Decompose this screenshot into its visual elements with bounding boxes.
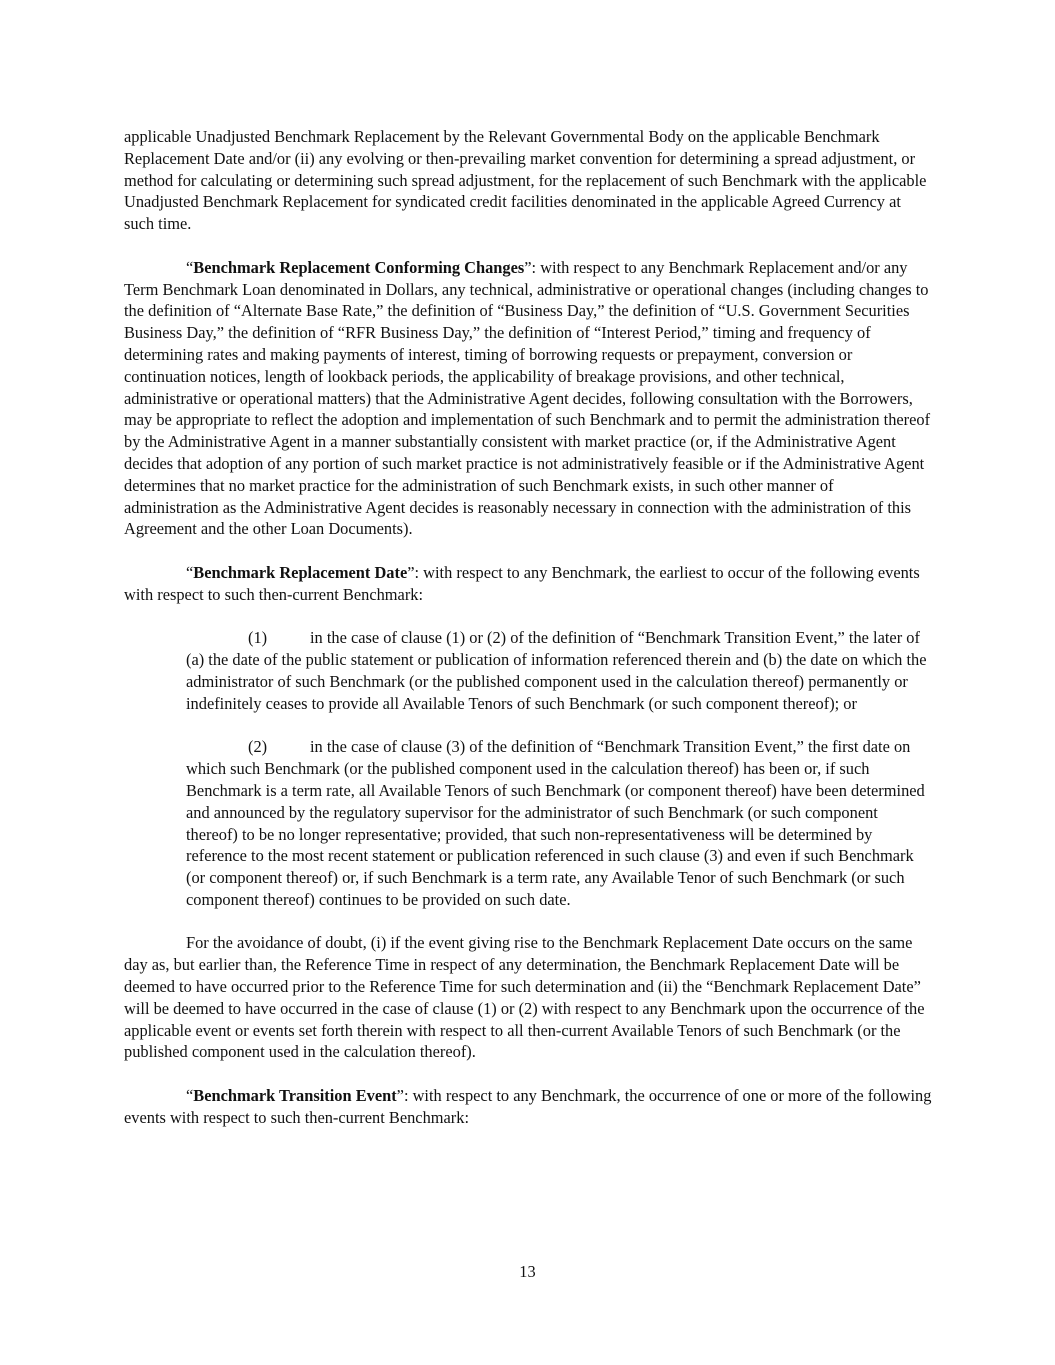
- clause-2: [186, 736, 932, 910]
- defined-term: Benchmark Replacement Date: [193, 562, 408, 582]
- clause-text: in the case of clause (3) of the definition of “Benchmark Transition Event,” the first date on which such Benchmark (or the published component used in the calculation thereof) has been or, if such Benchmark is a term rate, all Available Tenors of such Benchmark (or component thereof) have been determined and announced by the regulatory supervisor for the administrator of such Benchmark (or such component thereof) to be no longer representative; provided, that such non-representativeness will be determined by reference to the most recent statement or publication referenced in such clause (3) and even if such Benchmark (or component thereof) or, if such Benchmark is a term rate, any Available Tenor of such Benchmark (or such component thereof) continues to be provided on such date.: [186, 737, 925, 909]
- definition-text: ”: with respect to any Benchmark, the earliest to occur of the following events with respect to such then-current Benchmark:: [124, 562, 920, 604]
- clause-1: [186, 627, 932, 714]
- paragraph-spread-adjustment-continuation: applicable Unadjusted Benchmark Replacement by the Relevant Governmental Body on the applicable Benchmark Replacement Date and/or (ii) any evolving or then-prevailing market convention for determining a spread adjustment, or method for calculating or determining such spread adjustment, for the replacement of such Benchmark with the applicable Unadjusted Benchmark Replacement for syndicated credit facilities denominated in the applicable Agreed Currency at such time.: [124, 127, 927, 234]
- page-number: 13: [519, 1262, 536, 1281]
- open-quote: “: [186, 1086, 194, 1106]
- document-page: [124, 126, 932, 1129]
- definition-benchmark-transition-event: [124, 1085, 932, 1129]
- paragraph-avoidance-of-doubt: For the avoidance of doubt, (i) if the event giving rise to the Benchmark Replacement Date occurs on the same day as, but earlier than, the Reference Time in respect of any determination, the Benchmark Replacement Date will be deemed to have occurred prior to the Reference Time for such determination and (ii) the “Benchmark Replacement Date” will be deemed to have occurred in the case of clause (1) or (2) with respect to any Benchmark upon the occurrence of the applicable event or events set forth therein with respect to all then-current Available Tenors of such Benchmark (or the published component used in the calculation thereof).: [124, 933, 925, 1062]
- definition-benchmark-replacement-conforming-changes: [124, 257, 932, 540]
- defined-term: Benchmark Replacement Conforming Changes: [193, 257, 525, 277]
- clause-text: in the case of clause (1) or (2) of the definition of “Benchmark Transition Event,” the later of (a) the date of the public statement or publication of information referenced therein and (b) the date on which the administrator of such Benchmark (or the published component used in the calculation thereof) permanently or indefinitely ceases to provide all Available Tenors of such Benchmark (or such component thereof); or: [186, 628, 927, 713]
- defined-term: Benchmark Transition Event: [193, 1086, 397, 1106]
- open-quote: “: [186, 562, 194, 582]
- clause-number: (1): [248, 628, 268, 648]
- definition-benchmark-replacement-date: [124, 562, 932, 606]
- clause-number: (2): [248, 737, 268, 757]
- definition-text: ”: with respect to any Benchmark, the occurrence of one or more of the following events with respect to such then-current Benchmark:: [124, 1086, 932, 1127]
- definition-text: ”: with respect to any Benchmark Replacement and/or any Term Benchmark Loan denominated in Dollars, any technical, administrative or operational changes (including changes to the definition of “Alternate Base Rate,” the definition of “Business Day,” the definition of “U.S. Government Securities Business Day,” the definition of “RFR Business Day,” the definition of “Interest Period,” timing and frequency of determining rates and making payments of interest, timing of borrowing requests or prepayment, conversion or continuation notices, length of lookback periods, the applicability of breakage provisions, and other technical, administrative or operational matters) that the Administrative Agent decides, following consultation with the Borrowers, may be appropriate to reflect the adoption and implementation of such Benchmark and to permit the administration thereof by the Administrative Agent in a manner substantially consistent with market practice (or, if the Administrative Agent decides that adoption of any portion of such market practice is not administratively feasible or if the Administrative Agent determines that no market practice for the administration of such Benchmark exists, in such other manner of administration as the Administrative Agent decides is reasonably necessary in connection with the administration of this Agreement and the other Loan Documents).: [124, 257, 931, 539]
- open-quote: “: [186, 257, 194, 277]
